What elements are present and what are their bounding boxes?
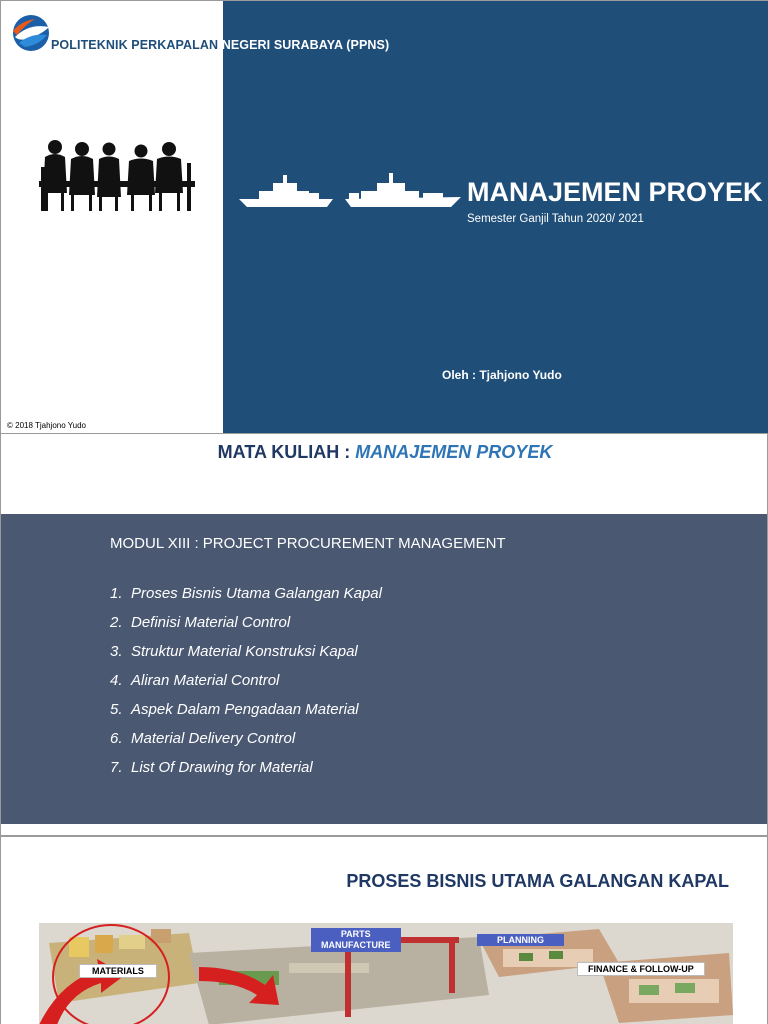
module-panel [1, 514, 767, 824]
list-item: 7. List Of Drawing for Material [110, 759, 313, 776]
meeting-people-icon [37, 137, 197, 213]
list-item: 1. Proses Bisnis Utama Galangan Kapal [110, 585, 382, 602]
process-slide [0, 836, 768, 1024]
materials-label: MATERIALS [79, 964, 157, 978]
institution-name [51, 38, 389, 52]
planning-label: PLANNING [477, 934, 564, 946]
ships-icon [237, 171, 463, 211]
list-item: 4. Aliran Material Control [110, 672, 280, 689]
course-label: MATA KULIAH : [217, 442, 356, 462]
finance-label: FINANCE & FOLLOW-UP [577, 962, 705, 976]
title-slide [0, 0, 768, 434]
presentation-author: Oleh : Tjahjono Yudo [442, 368, 562, 382]
process-title: PROSES BISNIS UTAMA GALANGAN KAPAL [346, 871, 729, 891]
contents-slide [0, 434, 768, 836]
list-item: 5. Aspek Dalam Pengadaan Material [110, 701, 359, 718]
copyright-text: © 2018 Tjahjono Yudo [7, 421, 86, 430]
presentation-title: MANAJEMEN PROYEK [467, 177, 763, 207]
topic-list [110, 585, 382, 788]
course-heading [1, 442, 768, 463]
list-item: 3. Struktur Material Konstruksi Kapal [110, 643, 358, 660]
course-name: MANAJEMEN PROYEK [355, 442, 553, 462]
ppns-logo-icon [11, 13, 51, 53]
title-slide-left-pane [1, 1, 223, 433]
module-title: MODUL XIII : PROJECT PROCUREMENT MANAGEMENT [110, 535, 506, 552]
institution-name-part2: NEGERI SURABAYA (PPNS) [218, 38, 390, 52]
institution-name-part1: POLITEKNIK PERKAPALAN [51, 38, 219, 52]
list-item: 6. Material Delivery Control [110, 730, 296, 747]
list-item: 2. Definisi Material Control [110, 614, 291, 631]
presentation-subtitle: Semester Ganjil Tahun 2020/ 2021 [467, 213, 644, 225]
parts-manufacture-label: PARTS MANUFACTURE [311, 928, 401, 952]
